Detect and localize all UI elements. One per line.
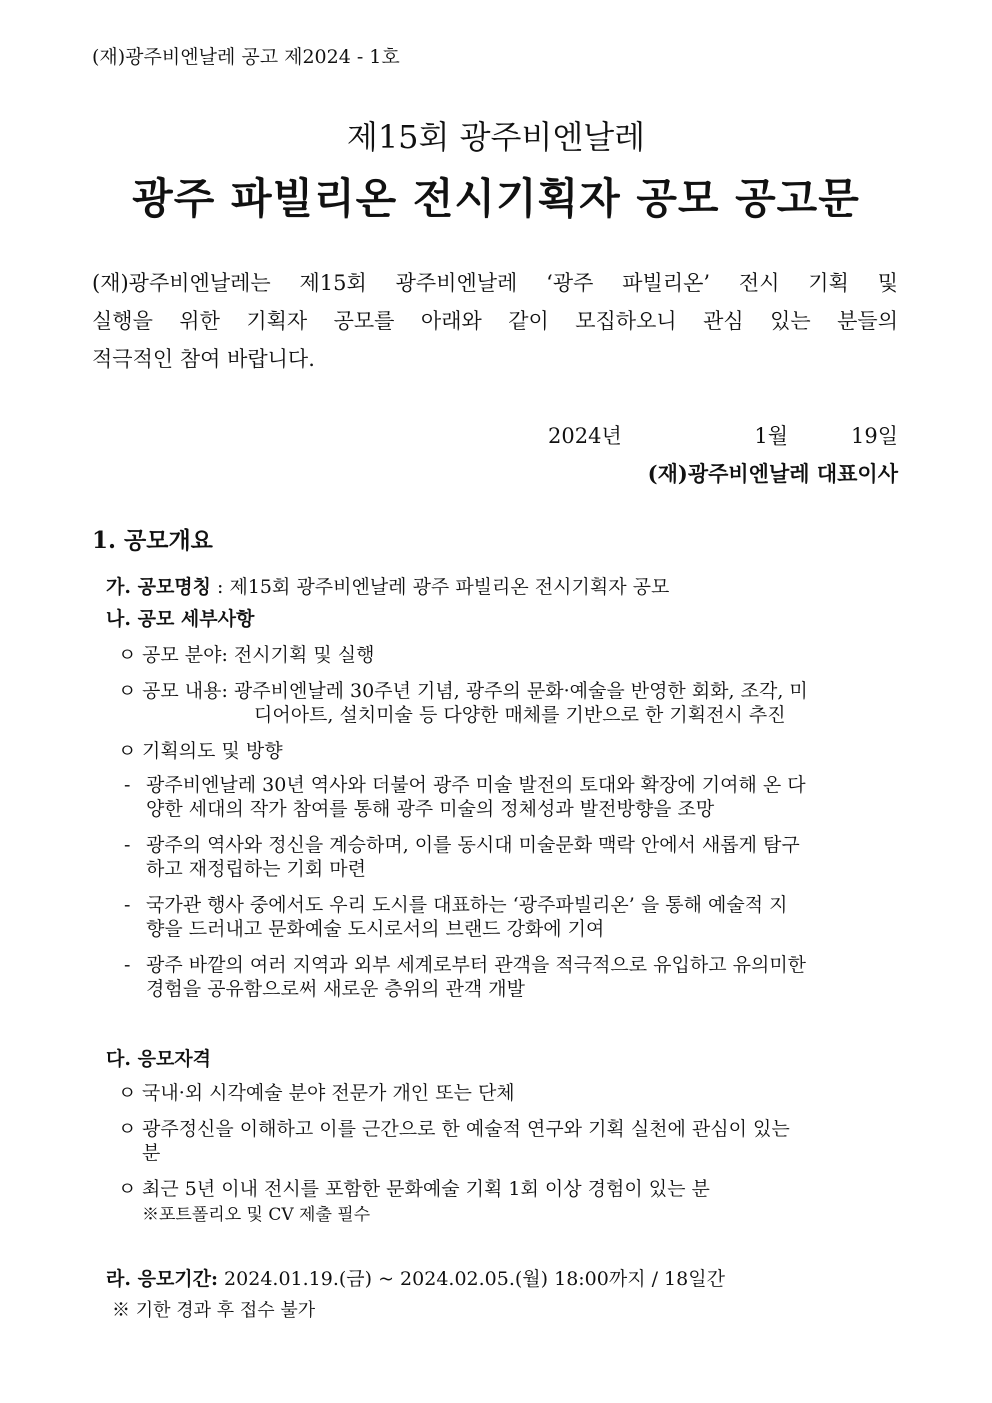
list-item-text: 공모 내용: 광주비엔날레 30주년 기념, 광주의 문화·예술을 반영한 회화, 조각, 미 (142, 680, 808, 702)
dash-line: 양한 세대의 작가 참여를 통해 광주 미술의 정체성과 발전방향을 조망 (146, 798, 715, 820)
date-month: 1월 (754, 424, 788, 448)
date-year: 2024년 (548, 424, 622, 448)
document-subtitle: 제15회 광주비엔날레 (346, 118, 646, 156)
list-item-text: 광주정신을 이해하고 이를 근간으로 한 예술적 연구와 기획 실천에 관심이 있는 (142, 1118, 790, 1140)
notice-number: (재)광주비엔날레 공고 제2024 - 1호 (92, 46, 400, 68)
item-da-label: 다. 응모자격 (106, 1048, 211, 1070)
dash-mark: - (124, 774, 131, 796)
bullet-mark: ㅇ (118, 680, 137, 702)
item-ga (106, 572, 669, 599)
dash-line: 국가관 행사 중에서도 우리 도시를 대표하는 ‘광주파빌리온’ 을 통해 예술적 지 (146, 894, 788, 916)
list-item (118, 676, 808, 703)
list-item-text: 기획의도 및 방향 (142, 740, 283, 762)
dash-item (124, 830, 800, 857)
dash-mark: - (124, 894, 131, 916)
list-item (118, 1114, 790, 1141)
dash-mark: - (124, 954, 131, 976)
document-title: 광주 파빌리온 전시기획자 공모 공고문 (132, 174, 860, 223)
list-item (118, 1078, 515, 1105)
dash-item (124, 950, 806, 977)
dash-item (124, 770, 806, 797)
signer: (재)광주비엔날레 대표이사 (647, 461, 898, 486)
list-item-text: 공모 분야: 전시기획 및 실행 (142, 644, 375, 666)
list-item-text: 최근 5년 이내 전시를 포함한 문화예술 기획 1회 이상 경험이 있는 분 (142, 1178, 710, 1200)
dash-line: 향을 드러내고 문화예술 도시로서의 브랜드 강화에 기여 (146, 918, 605, 940)
list-item-continuation: 디어아트, 설치미술 등 다양한 매체를 기반으로 한 기획전시 추진 (254, 704, 786, 726)
item-ra (106, 1264, 725, 1291)
dash-line: 광주 바깥의 여러 지역과 외부 세계로부터 관객을 적극적으로 유입하고 유의미한 (146, 954, 807, 976)
item-ga-sep: : (211, 576, 230, 598)
bullet-mark: ㅇ (118, 1178, 137, 1200)
list-item-text: 국내·외 시각예술 분야 전문가 개인 또는 단체 (142, 1082, 515, 1104)
dash-mark: - (124, 834, 131, 856)
date-day: 19일 (850, 424, 898, 448)
intro-line: 적극적인 참여 바랍니다. (92, 347, 315, 371)
intro-line: 실행을 위한 기획자 공모를 아래와 같이 모집하오니 관심 있는 분들의 (92, 309, 898, 333)
dash-line: 경험을 공유함으로써 새로운 층위의 관객 개발 (146, 978, 525, 1000)
item-ga-value: 제15회 광주비엔날레 광주 파빌리온 전시기획자 공모 (229, 576, 670, 598)
item-ra-label: 라. 응모기간: (106, 1268, 219, 1290)
intro-paragraph (92, 264, 898, 378)
dash-line: 하고 재정립하는 기회 마련 (146, 858, 367, 880)
list-item (118, 640, 374, 667)
item-na-label: 나. 공모 세부사항 (106, 608, 255, 630)
list-item (118, 736, 283, 763)
deadline-note: ※ 기한 경과 후 접수 불가 (112, 1300, 316, 1321)
announcement-date (548, 420, 898, 450)
list-item-continuation: 분 (142, 1142, 161, 1164)
section-heading: 1. 공모개요 (92, 527, 213, 554)
list-item-note: ※포트폴리오 및 CV 제출 필수 (142, 1205, 371, 1225)
dash-line: 광주의 역사와 정신을 계승하며, 이를 동시대 미술문화 맥락 안에서 새롭게 탐구 (146, 834, 800, 856)
bullet-mark: ㅇ (118, 644, 137, 666)
bullet-mark: ㅇ (118, 1082, 137, 1104)
dash-item (124, 890, 787, 917)
intro-line: (재)광주비엔날레는 제15회 광주비엔날레 ‘광주 파빌리온’ 전시 기획 및 (92, 271, 898, 295)
dash-line: 광주비엔날레 30년 역사와 더불어 광주 미술 발전의 토대와 확장에 기여해 온 다 (146, 774, 806, 796)
item-ra-value: 2024.01.19.(금) ~ 2024.02.05.(월) 18:00까지 / 18일간 (218, 1268, 725, 1290)
list-item (118, 1174, 710, 1201)
bullet-mark: ㅇ (118, 740, 137, 762)
item-ga-label: 가. 공모명칭 (106, 576, 211, 598)
bullet-mark: ㅇ (118, 1118, 137, 1140)
